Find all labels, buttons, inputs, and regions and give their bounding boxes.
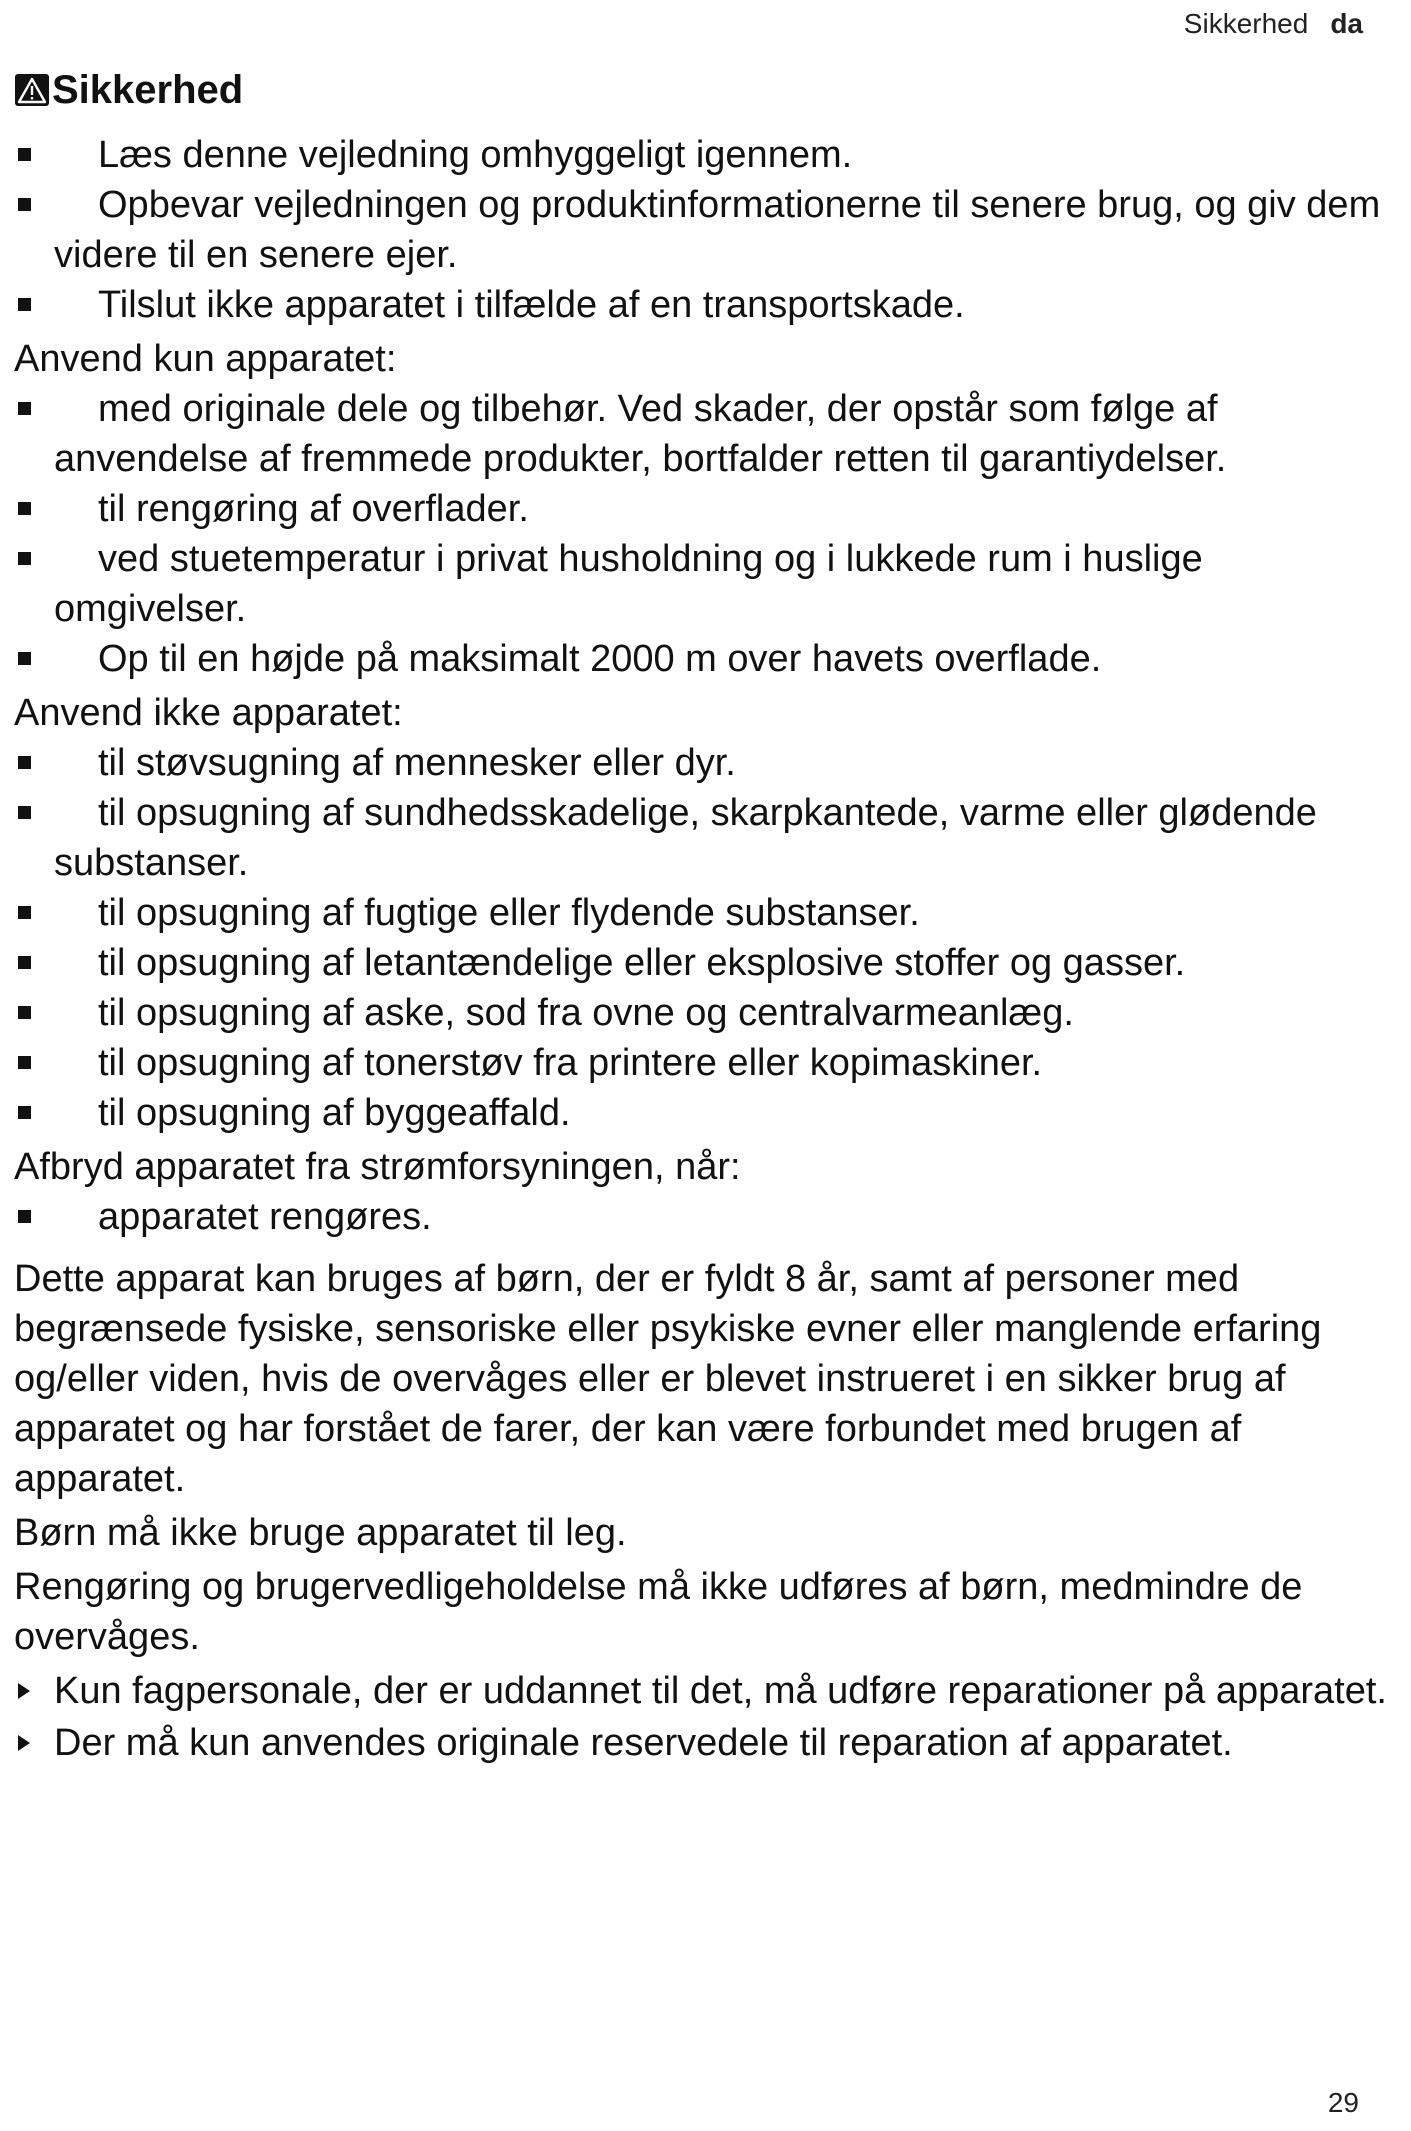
square-bullet-icon (18, 298, 31, 311)
square-bullet-icon (18, 1006, 31, 1019)
square-bullet-icon (18, 652, 31, 665)
square-bullet-icon (18, 1210, 31, 1223)
running-header-section: Sikkerhed (1183, 8, 1309, 39)
square-bullet-icon (18, 552, 31, 565)
square-bullet-icon (18, 956, 31, 969)
running-header (1184, 8, 1363, 40)
children-paragraph: Dette apparat kan bruges af børn, der er fyldt 8 år, samt af personer med begrænsede fysiske, sensoriske eller psykiske evner eller manglende erfaring og/eller viden, hvis de overvåges eller er blevet instrueret i en sikker brug af apparatet og har forstået de farer, der kan være forbundet med brugen af apparatet. (14, 1258, 1322, 1500)
list-item: til opsugning af letantændelige eller eksplosive stoffer og gasser. (14, 938, 1399, 988)
square-bullet-icon (18, 148, 31, 161)
page-content (14, 62, 1399, 1768)
use-heading: Anvend kun apparatet: (14, 338, 397, 380)
list-item: til støvsugning af mennesker eller dyr. (14, 738, 1399, 788)
list-item: med originale dele og tilbehør. Ved skader, der opstår som følge af anvendelse af fremmede produkter, bortfalder retten til garantiydelser. (14, 384, 1399, 484)
square-bullet-icon (18, 1106, 31, 1119)
square-bullet-icon (18, 806, 31, 819)
square-bullet-icon (18, 402, 31, 415)
play-paragraph: Børn må ikke bruge apparatet til leg. (14, 1512, 627, 1554)
running-header-language: da (1330, 8, 1363, 39)
page-title (14, 62, 1399, 118)
disconnect-list (14, 1192, 1399, 1242)
page-title-text: Sikkerhed (52, 68, 244, 112)
list-item: ved stuetemperatur i privat husholdning og i lukkede rum i huslige omgivelser. (14, 534, 1399, 634)
square-bullet-icon (18, 756, 31, 769)
list-item: til rengøring af overflader. (14, 484, 1399, 534)
square-bullet-icon (18, 198, 31, 211)
list-item: Opbevar vejledningen og produktinformationerne til senere brug, og giv dem videre til en senere ejer. (14, 180, 1399, 280)
warning-icon (14, 73, 50, 107)
arrow-bullet-icon (18, 1735, 30, 1751)
intro-list (14, 130, 1399, 330)
nouse-heading: Anvend ikke apparatet: (14, 692, 403, 734)
use-list (14, 384, 1399, 684)
list-item: Der må kun anvendes originale reservedele til reparation af apparatet. (14, 1718, 1399, 1768)
list-item: til opsugning af tonerstøv fra printere eller kopimaskiner. (14, 1038, 1399, 1088)
arrow-bullet-icon (18, 1683, 30, 1699)
list-item: til opsugning af sundhedsskadelige, skarpkantede, varme eller glødende substanser. (14, 788, 1399, 888)
nouse-list (14, 738, 1399, 1138)
action-list (14, 1666, 1399, 1768)
list-item: Tilslut ikke apparatet i tilfælde af en transportskade. (14, 280, 1399, 330)
list-item: til opsugning af byggeaffald. (14, 1088, 1399, 1138)
cleaning-paragraph: Rengøring og brugervedligeholdelse må ikke udføres af børn, medmindre de overvåges. (14, 1566, 1303, 1658)
list-item: til opsugning af aske, sod fra ovne og centralvarmeanlæg. (14, 988, 1399, 1038)
square-bullet-icon (18, 1056, 31, 1069)
list-item: til opsugning af fugtige eller flydende substanser. (14, 888, 1399, 938)
list-item: Læs denne vejledning omhyggeligt igennem. (14, 130, 1399, 180)
list-item: Op til en højde på maksimalt 2000 m over havets overflade. (14, 634, 1399, 684)
disconnect-heading: Afbryd apparatet fra strømforsyningen, når: (14, 1146, 741, 1188)
page-number: 29 (1327, 2087, 1359, 2118)
square-bullet-icon (18, 906, 31, 919)
list-item: Kun fagpersonale, der er uddannet til det, må udføre reparationer på apparatet. (14, 1666, 1399, 1716)
list-item: apparatet rengøres. (14, 1192, 1399, 1242)
square-bullet-icon (18, 502, 31, 515)
